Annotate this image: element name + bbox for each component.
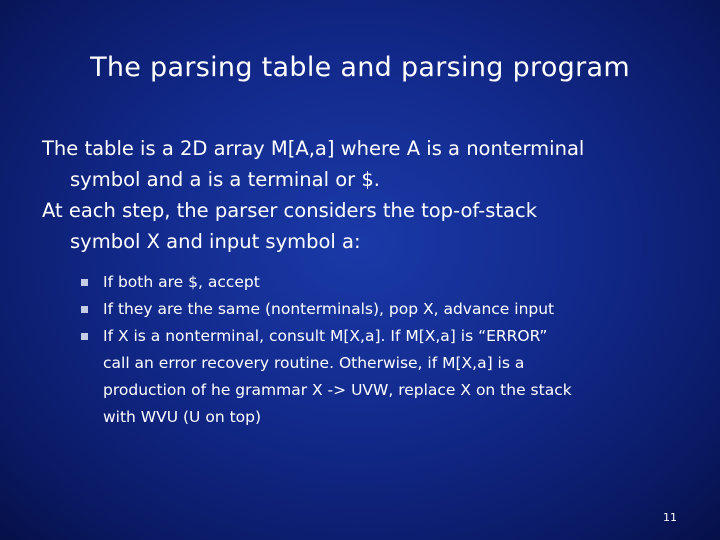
square-bullet-icon (81, 279, 88, 286)
bullet-text: call an error recovery routine. Otherwise, if M[X,a] is a (103, 354, 525, 372)
square-bullet-icon (81, 333, 88, 340)
slide-title: The parsing table and parsing program (90, 52, 630, 83)
paragraph-parser-step (42, 195, 702, 257)
paragraph-table-definition (42, 133, 702, 195)
square-bullet-icon (81, 306, 88, 313)
bullet-item-consult-table (42, 323, 702, 431)
bullet-item-accept (42, 269, 702, 296)
paragraph-line: symbol and a is a terminal or $. (70, 168, 380, 191)
bullet-text: production of he grammar X -> UVW, replace X on the stack (103, 381, 572, 399)
paragraph-line: symbol X and input symbol a: (70, 230, 361, 253)
bullet-item-pop (42, 296, 702, 323)
paragraph-line: The table is a 2D array M[A,a] where A is a nonterminal (42, 137, 585, 160)
bullet-list (42, 269, 702, 431)
bullet-text: If X is a nonterminal, consult M[X,a]. If M[X,a] is “ERROR” (103, 327, 548, 345)
bullet-text: If both are $, accept (103, 273, 260, 291)
bullet-text: If they are the same (nonterminals), pop X, advance input (103, 300, 555, 318)
slide-body (42, 133, 702, 431)
page-number: 11 (663, 511, 677, 524)
paragraph-line: At each step, the parser considers the top-of-stack (42, 199, 537, 222)
bullet-text: with WVU (U on top) (103, 408, 262, 426)
